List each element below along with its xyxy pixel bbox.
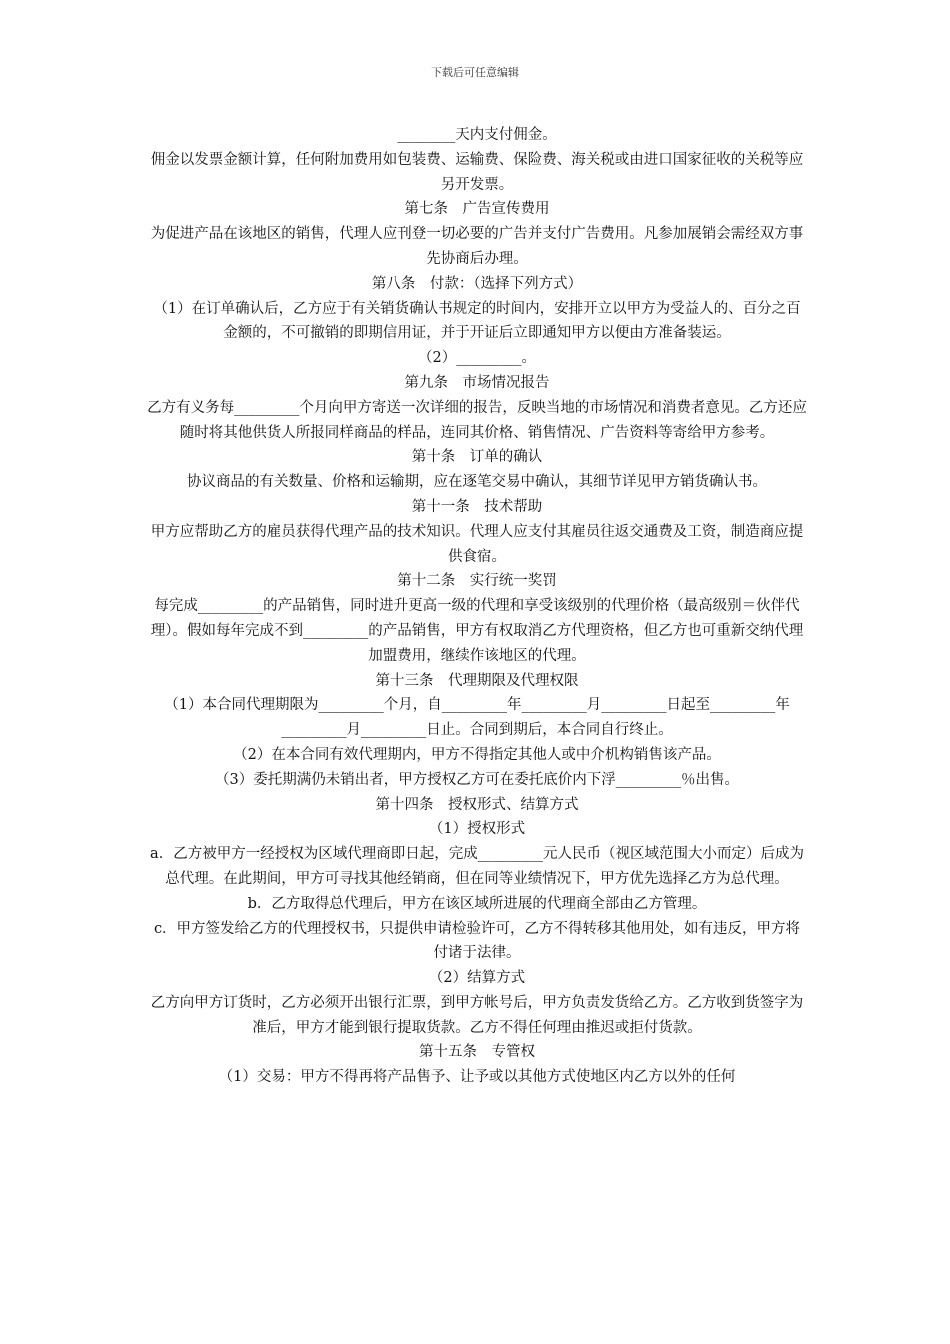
subheading: （2）结算方式	[428, 970, 526, 987]
article-heading: 第十五条 专管权	[419, 1044, 535, 1061]
paragraph: ________天内支付佣金。	[397, 127, 557, 143]
article-heading: 第八条 付款：（选择下列方式）	[371, 275, 583, 292]
article-heading: 第七条 广告宣传费用	[404, 201, 550, 218]
paragraph: （1）在订单确认后，乙方应于有关销货确认书规定的时间内，安排开立以甲方为受益人的、百分之百金额的，不可撤销的即期信用证，并于开证后立即通知甲方以便由方准备装运。	[153, 300, 801, 342]
paragraph: c．甲方签发给乙方的代理授权书，只提供申请检验许可，乙方不得转移其他用处，如有违反，甲方将付诸于法律。	[153, 920, 801, 962]
paragraph: 乙方有义务每_________个月向甲方寄送一次详细的报告，反映当地的市场情况和消费者意见。乙方还应随时将其他供货人所报同样商品的样品，连同其价格、销售情况、广告资料等寄给甲方参考。	[147, 399, 807, 441]
article-heading: 第十一条 技术帮助	[411, 498, 543, 515]
page-header: 下载后可任意编辑	[431, 66, 519, 79]
paragraph: b．乙方取得总代理后，甲方在该区域所进展的代理商全部由乙方管理。	[247, 895, 707, 912]
paragraph: a．乙方被甲方一经授权为区域代理商即日起，完成_________元人民币（视区域范围大小而定）后成为总代理。在此期间，甲方可寻找其他经销商，但在同等业绩情况下，甲方优先选择乙方为总代理。	[150, 846, 804, 887]
paragraph: 甲方应帮助乙方的雇员获得代理产品的技术知识。代理人应支付其雇员往返交通费及工资，制造商应提供食宿。	[150, 523, 804, 565]
paragraph: 每完成_________的产品销售，同时进升更高一级的代理和享受该级别的代理价格（最高级别＝伙伴代理）。假如每年完成不到_________的产品销售，甲方有权取消乙方代理资格，但乙方也可重新交纳代理加盟费用，继续作该地区的代理。	[150, 598, 804, 664]
paragraph: 乙方向甲方订货时，乙方必须开出银行汇票，到甲方帐号后，甲方负责发货给乙方。乙方收到货签字为准后，甲方才能到银行提取货款。乙方不得任何理由推迟或拒付货款。	[150, 994, 804, 1036]
paragraph: 佣金以发票金额计算，任何附加费用如包装费、运输费、保险费、海关税或由进口国家征收的关税等应另开发票。	[150, 151, 804, 193]
paragraph: （1）交易：甲方不得再将产品售予、让予或以其他方式使地区内乙方以外的任何	[218, 1069, 736, 1086]
article-heading: 第十二条 实行统一奖罚	[397, 573, 557, 590]
article-heading: 第十四条 授权形式、结算方式	[375, 796, 579, 813]
article-heading: 第十条 订单的确认	[411, 449, 543, 466]
paragraph: 为促进产品在该地区的销售，代理人应刊登一切必要的广告并支付广告费用。凡参加展销会需经双方事先协商后办理。	[150, 226, 804, 267]
paragraph: （1）本合同代理期限为_________个月，自_________年_________月_________日起至_________年_________月_________日止。合同到期后，本合同自行终止。	[164, 697, 790, 739]
article-heading: 第九条 市场情况报告	[404, 374, 550, 391]
paragraph: （2）_________。	[418, 350, 536, 367]
subheading: （1）授权形式	[428, 821, 526, 838]
document-body	[147, 123, 807, 1090]
article-heading: 第十三条 代理期限及代理权限	[375, 672, 579, 689]
paragraph: （3）委托期满仍未销出者，甲方授权乙方可在委托底价内下浮_________％出售。	[215, 771, 739, 788]
paragraph: 协议商品的有关数量、价格和运输期，应在逐笔交易中确认，其细节详见甲方销货确认书。	[187, 474, 767, 491]
paragraph: （2）在本合同有效代理期内，甲方不得指定其他人或中介机构销售该产品。	[233, 746, 721, 763]
